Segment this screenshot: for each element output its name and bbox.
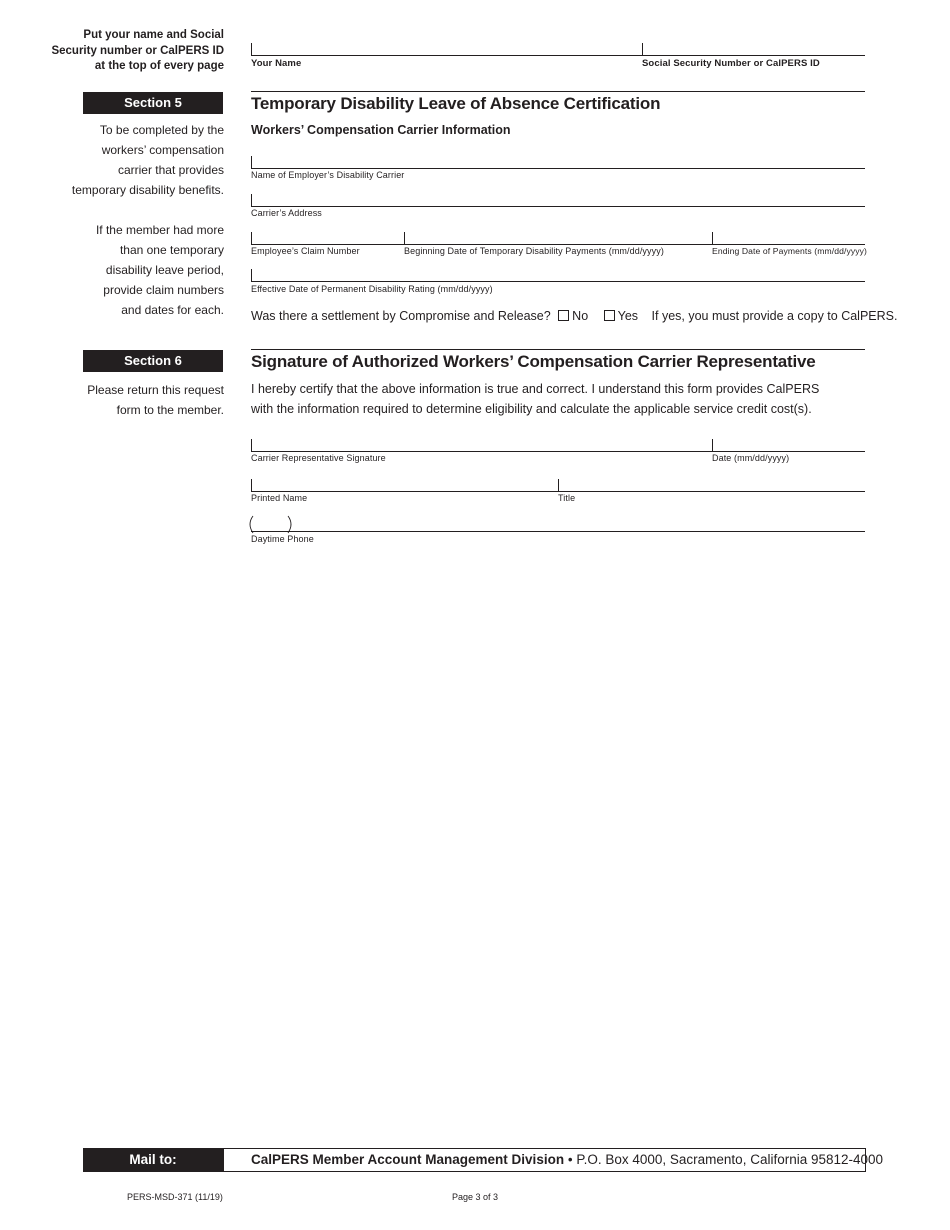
field-tick [642,43,643,56]
carrier-info-subhead: Workers’ Compensation Carrier Information [251,123,511,137]
ssn-label: Social Security Number or CalPERS ID [642,58,820,69]
settlement-question: Was there a settlement by Compromise and Release? [251,309,551,323]
section-6-title: Signature of Authorized Workers’ Compensation Carrier Representative [251,352,816,371]
header-instruction [40,28,224,75]
daytime-phone-label: Daytime Phone [251,534,314,544]
header-instruction-line: at the top of every page [94,60,224,72]
section-6-rule [251,349,865,350]
printed-name-field[interactable] [251,479,558,492]
settlement-no-checkbox[interactable] [558,310,569,321]
your-name-field[interactable] [251,43,642,56]
claim-number-field[interactable] [251,232,404,245]
area-code-parentheses-icon [247,515,297,535]
begin-date-label: Beginning Date of Temporary Disability Payments (mm/dd/yyyy) [404,246,664,256]
form-id: PERS-MSD-371 (11/19) [127,1192,223,1202]
field-tick [251,269,252,282]
section-5-tab: Section 5 [83,92,223,114]
mail-separator: • [567,1152,573,1167]
signature-label: Carrier Representative Signature [251,453,386,463]
instruction-line: To be completed by the [99,123,224,137]
carrier-name-field[interactable] [251,156,865,169]
section-5-rule [251,91,865,92]
daytime-phone-field[interactable] [251,517,865,532]
end-date-field[interactable] [712,232,865,245]
section-6-tab: Section 6 [83,350,223,372]
mail-address: P.O. Box 4000, Sacramento, California 95812-4000 [576,1152,884,1167]
instruction-line: disability leave period, [105,263,224,277]
field-tick [251,232,252,245]
page-number: Page 3 of 3 [452,1192,499,1202]
instruction-line: temporary disability benefits. [71,183,224,197]
printed-name-label: Printed Name [251,493,308,503]
instruction-line: and dates for each. [121,303,224,317]
field-tick [251,43,252,56]
certification-text [251,379,819,419]
your-name-label: Your Name [251,58,302,69]
settlement-note: If yes, you must provide a copy to CalPERS. [651,309,898,323]
field-tick [404,232,405,245]
header-instruction-line: Put your name and Social [83,29,224,41]
effective-date-label: Effective Date of Permanent Disability Rating (mm/dd/yyyy) [251,284,493,294]
signature-field[interactable] [251,439,712,452]
settlement-no-label: No [572,309,589,323]
instruction-line: carrier that provides [117,163,224,177]
field-tick [712,439,713,452]
carrier-address-label: Carrier’s Address [251,208,322,218]
effective-date-field[interactable] [251,269,865,282]
instruction-line: workers’ compensation [101,143,224,157]
begin-date-field[interactable] [404,232,712,245]
signature-date-label: Date (mm/dd/yyyy) [712,453,790,463]
carrier-name-label: Name of Employer’s Disability Carrier [251,170,405,180]
instruction-line: form to the member. [116,403,224,417]
certification-line: with the information required to determine eligibility and calculate the applicable service credit cost(s). [251,402,812,416]
mail-organization: CalPERS Member Account Management Division [251,1152,565,1167]
field-tick [251,194,252,207]
header-instruction-line: Security number or CalPERS ID [51,44,224,57]
section-5-title: Temporary Disability Leave of Absence Certification [251,94,661,113]
section-6-instructions [40,380,224,420]
instruction-line: If the member had more [95,223,224,237]
title-field[interactable] [558,479,865,492]
signature-date-field[interactable] [712,439,865,452]
mail-to-tab: Mail to: [83,1148,223,1172]
field-tick [558,479,559,492]
settlement-yes-checkbox[interactable] [604,310,615,321]
instruction-spacer [40,200,224,220]
ssn-field[interactable] [642,43,865,56]
instruction-line: provide claim numbers [103,283,224,297]
instruction-line: Please return this request [87,383,224,397]
title-label: Title [558,493,576,503]
settlement-row [251,306,897,326]
field-tick [251,439,252,452]
certification-line: I hereby certify that the above information is true and correct. I understand this form provides CalPERS [251,382,820,396]
mail-address-box [223,1148,884,1172]
end-date-label: Ending Date of Payments (mm/dd/yyyy) [712,246,868,256]
settlement-yes-label: Yes [617,309,639,323]
section-5-instructions [40,120,224,320]
field-tick [251,479,252,492]
field-tick [712,232,713,245]
field-tick [251,156,252,169]
instruction-line: than one temporary [119,243,224,257]
claim-number-label: Employee’s Claim Number [251,246,360,256]
carrier-address-field[interactable] [251,194,865,207]
